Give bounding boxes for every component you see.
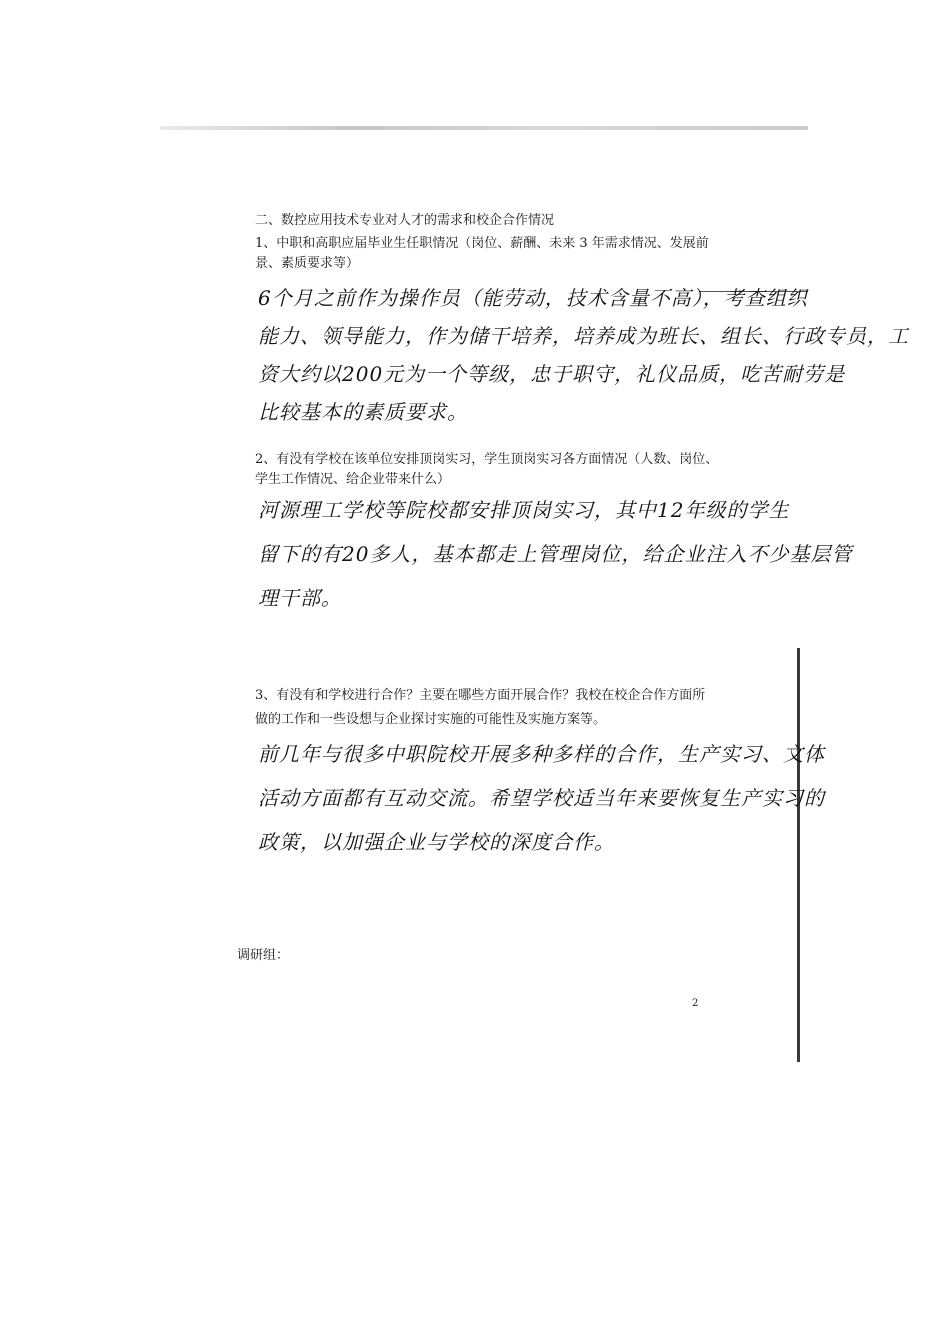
section-heading: 二、数控应用技术专业对人才的需求和校企合作情况 xyxy=(255,213,555,228)
research-team-label: 调研组： xyxy=(237,948,290,963)
answer-2-line-3: 理干部。 xyxy=(258,586,342,610)
question-3-line-2: 做的工作和一些设想与企业探讨实施的可能性及实施方案等。 xyxy=(255,712,607,727)
scan-margin-line xyxy=(797,648,800,1062)
question-2-line-2: 学生工作情况、给企业带来什么） xyxy=(255,472,451,487)
answer-2-line-1: 河源理工学校等院校都安排顶岗实习，其中12年级的学生 xyxy=(258,498,790,522)
question-1-line-1: 1、中职和高职应届毕业生任职情况（岗位、薪酬、未来 3 年需求情况、发展前 xyxy=(255,236,709,251)
question-2-line-1: 2、有没有学校在该单位安排顶岗实习，学生顶岗实习各方面情况（人数、岗位、 xyxy=(255,452,719,467)
answer-2-line-2: 留下的有20多人，基本都走上管理岗位，给企业注入不少基层管 xyxy=(258,542,853,566)
page-number: 2 xyxy=(692,998,699,1009)
answer-3-line-3: 政策，以加强企业与学校的深度合作。 xyxy=(258,830,615,854)
answer-3-line-1: 前几年与很多中职院校开展多种多样的合作，生产实习、文体 xyxy=(258,742,825,766)
question-1 xyxy=(255,234,725,274)
answer-1-line-3: 资大约以200元为一个等级，忠于职守，礼仪品质，吃苦耐劳是 xyxy=(258,362,846,386)
answer-1-line-1: 6个月之前作为操作员（能劳动，技术含量不高），考查组织 xyxy=(258,286,808,310)
scan-edge-line xyxy=(160,126,808,130)
question-3-line-1: 3、有没有和学校进行合作？主要在哪些方面开展合作？我校在校企合作方面所 xyxy=(255,688,706,703)
question-3 xyxy=(255,684,735,732)
answer-1-line-2: 能力、领导能力，作为储干培养，培养成为班长、组长、行政专员，工 xyxy=(258,324,909,348)
question-1-line-2: 景、素质要求等） xyxy=(255,256,360,271)
answer-3-line-2: 活动方面都有互动交流。希望学校适当年来要恢复生产实习的 xyxy=(258,786,825,810)
answer-1-line-4: 比较基本的素质要求。 xyxy=(258,400,468,424)
question-2 xyxy=(255,450,725,490)
